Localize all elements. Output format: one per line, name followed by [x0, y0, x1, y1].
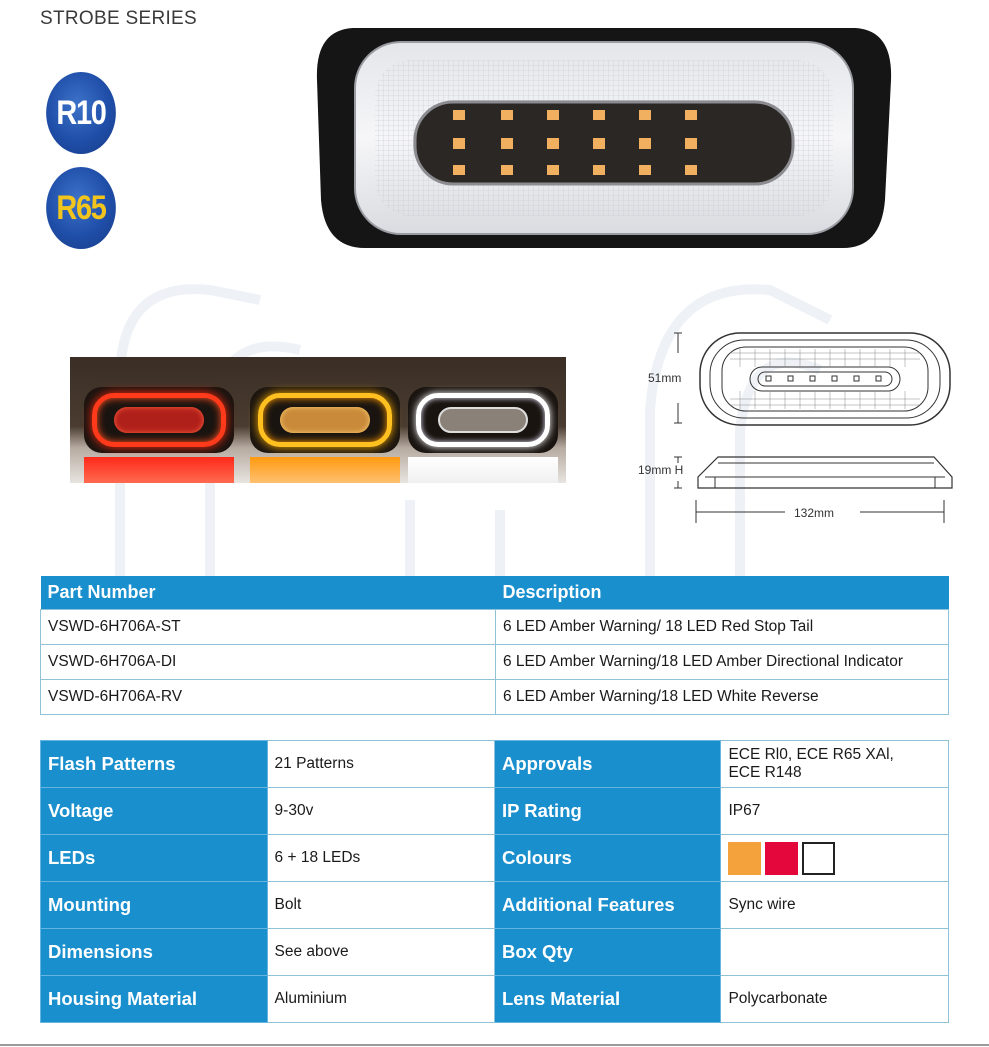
- red-reflection: [84, 457, 234, 483]
- spec-label: Voltage: [41, 788, 268, 835]
- spec-row: [41, 976, 949, 1023]
- dimension-diagram: [630, 325, 960, 530]
- spec-label: Additional Features: [494, 882, 720, 929]
- main-product-image: [313, 20, 895, 252]
- spec-row: [41, 835, 949, 882]
- depth-dimension-label: 19mm H: [638, 463, 684, 477]
- bottom-divider: [0, 1044, 989, 1046]
- part-number-cell: VSWD-6H706A-DI: [41, 644, 496, 679]
- table-header-row: [41, 576, 949, 609]
- part-number-table: [40, 576, 949, 715]
- table-row: [41, 679, 949, 714]
- amber-swatch: [728, 842, 761, 875]
- spec-label: Dimensions: [41, 929, 268, 976]
- table-row: [41, 609, 949, 644]
- spec-value: 21 Patterns: [267, 741, 494, 788]
- spec-label: Box Qty: [494, 929, 720, 976]
- spec-label: Approvals: [494, 741, 720, 788]
- approvals-line-1: ECE Rl0, ECE R65 XAl,: [728, 746, 894, 763]
- red-lamp: [84, 387, 234, 453]
- spec-row: [41, 882, 949, 929]
- width-dimension-label: 132mm: [794, 506, 835, 520]
- spec-label: Flash Patterns: [41, 741, 268, 788]
- spec-value: IP67: [721, 788, 949, 835]
- spec-value: Polycarbonate: [721, 976, 949, 1023]
- spec-value: [721, 741, 949, 788]
- spec-row: [41, 788, 949, 835]
- part-number-cell: VSWD-6H706A-RV: [41, 679, 496, 714]
- part-number-cell: VSWD-6H706A-ST: [41, 609, 496, 644]
- r65-badge-label: R65: [56, 188, 106, 227]
- amber-lamp: [250, 387, 400, 453]
- spec-label: Lens Material: [494, 976, 720, 1023]
- spec-value: Bolt: [267, 882, 494, 929]
- spec-value: Sync wire: [721, 882, 949, 929]
- spec-value: 6 + 18 LEDs: [267, 835, 494, 882]
- spec-label: Colours: [494, 835, 720, 882]
- red-swatch: [765, 842, 798, 875]
- spec-row: [41, 929, 949, 976]
- spec-value: See above: [267, 929, 494, 976]
- description-cell: 6 LED Amber Warning/ 18 LED Red Stop Tail: [496, 609, 949, 644]
- spec-value: [721, 929, 949, 976]
- description-header: Description: [496, 576, 949, 609]
- r10-approval-badge: [46, 72, 116, 154]
- table-row: [41, 644, 949, 679]
- colour-swatches: [721, 835, 949, 882]
- white-lamp: [408, 387, 558, 453]
- r65-approval-badge: [46, 167, 116, 249]
- white-swatch: [802, 842, 835, 875]
- approvals-line-2: ECE R148: [728, 764, 802, 781]
- amber-reflection: [250, 457, 400, 483]
- spec-label: LEDs: [41, 835, 268, 882]
- spec-row: [41, 741, 949, 788]
- series-title: STROBE SERIES: [40, 8, 197, 29]
- height-dimension-label: 51mm: [648, 371, 682, 385]
- spec-value: 9-30v: [267, 788, 494, 835]
- specifications-table: [40, 740, 949, 1023]
- spec-label: Housing Material: [41, 976, 268, 1023]
- white-reflection: [408, 457, 558, 483]
- part-number-header: Part Number: [41, 576, 496, 609]
- spec-label: Mounting: [41, 882, 268, 929]
- spec-label: IP Rating: [494, 788, 720, 835]
- spec-value: Aluminium: [267, 976, 494, 1023]
- r10-badge-label: R10: [56, 93, 106, 132]
- lit-variants-photo: [70, 357, 566, 483]
- description-cell: 6 LED Amber Warning/18 LED Amber Directional Indicator: [496, 644, 949, 679]
- description-cell: 6 LED Amber Warning/18 LED White Reverse: [496, 679, 949, 714]
